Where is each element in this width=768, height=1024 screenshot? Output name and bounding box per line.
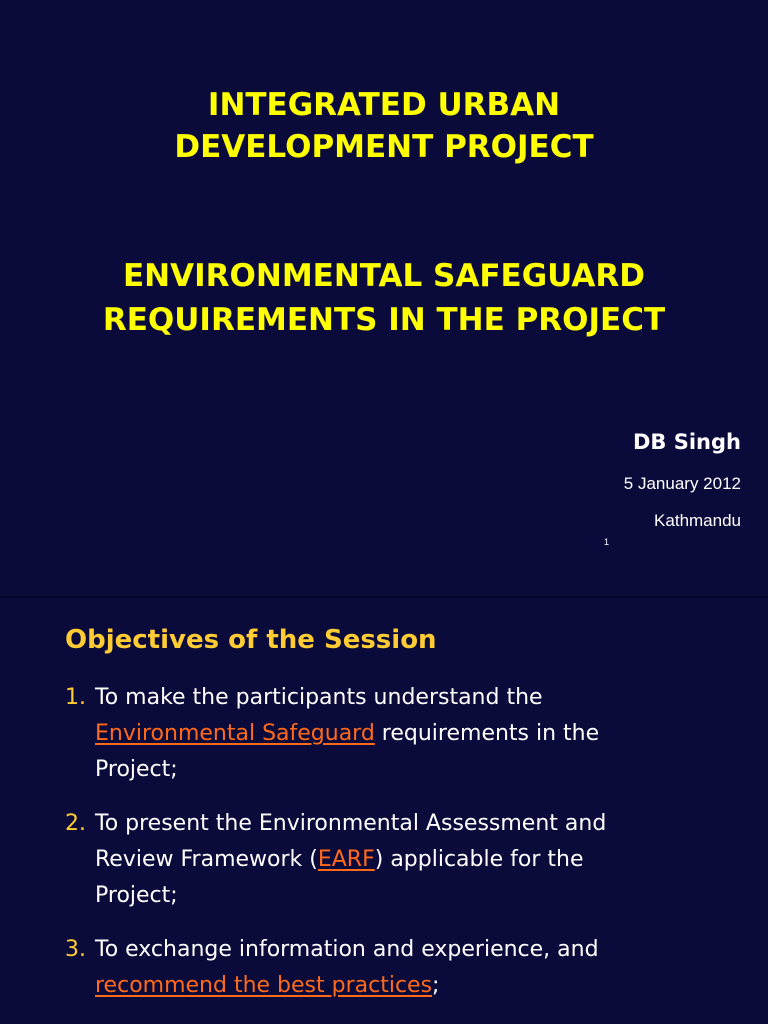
objective-item [65, 680, 755, 788]
presentation-subtitle-line: REQUIREMENTS IN THE PROJECT [102, 302, 666, 338]
slide-number: 1 [604, 537, 610, 547]
presentation-subtitle-line: ENVIRONMENTAL SAFEGUARD [123, 258, 645, 294]
objectives-slide [0, 598, 768, 1024]
objective-text [95, 842, 755, 878]
objectives-list [65, 680, 755, 1022]
objective-text [95, 968, 755, 1004]
presentation-location: Kathmandu [654, 511, 741, 530]
project-title-line: DEVELOPMENT PROJECT [174, 129, 594, 165]
objective-text: Review Framework ( [95, 847, 318, 872]
objective-number: 2. [65, 811, 86, 836]
objective-text: ) applicable for the [374, 847, 584, 872]
objective-text [95, 716, 755, 752]
objectives-heading: Objectives of the Session [65, 625, 437, 655]
objective-number: 1. [65, 685, 86, 710]
presentation-subtitle [0, 254, 768, 342]
objective-highlight-link[interactable]: EARF [317, 847, 375, 872]
objective-text: To exchange information and experience, and [95, 937, 599, 962]
objective-item [65, 932, 755, 1004]
objective-text: Project; [95, 883, 178, 908]
objective-text: requirements in the [374, 721, 600, 746]
presentation-date: 5 January 2012 [623, 474, 741, 493]
project-title [0, 84, 768, 168]
objective-number: 3. [65, 937, 86, 962]
objective-text: To present the Environmental Assessment and [95, 811, 607, 836]
objective-text: To make the participants understand the [95, 685, 543, 710]
objective-highlight-link[interactable]: Environmental Safeguard [95, 721, 375, 746]
objective-item [65, 806, 755, 914]
project-title-line: INTEGRATED URBAN [207, 87, 561, 123]
objective-highlight-link[interactable]: recommend the best practices [95, 973, 433, 998]
presenter-name: DB Singh [632, 430, 741, 454]
objective-text: ; [432, 973, 440, 998]
objective-text: Project; [95, 757, 178, 782]
